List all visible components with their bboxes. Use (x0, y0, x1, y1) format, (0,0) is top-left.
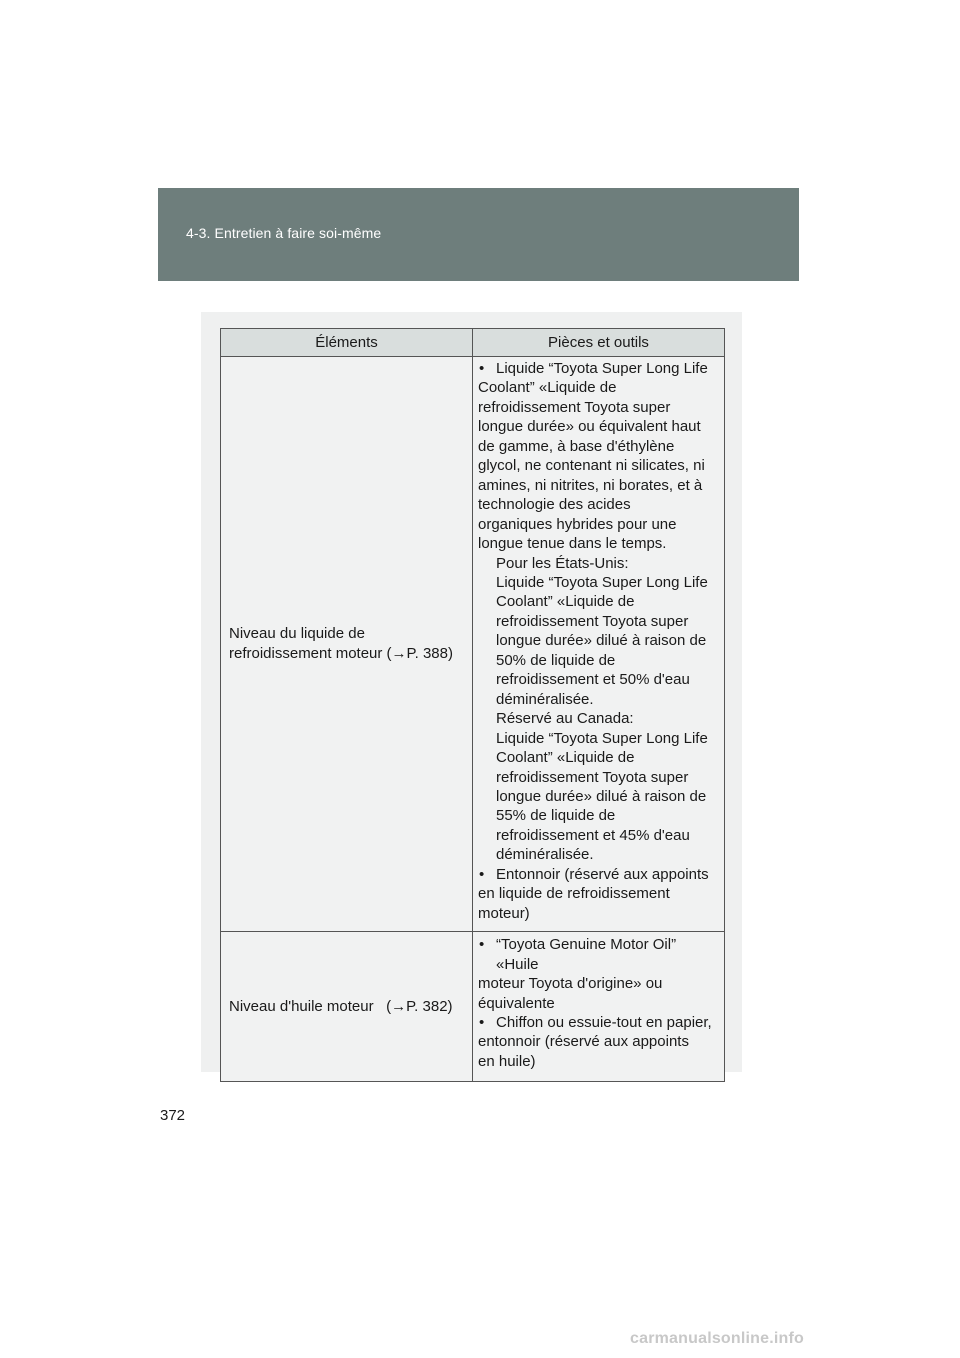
tool-note-canada (478, 709, 720, 865)
bullet-marker: • (479, 936, 485, 954)
tool-line: longue durée» dilué à raison de (496, 787, 707, 805)
tool-note-usa (478, 554, 720, 710)
tool-line: refroidissement et 45% d'eau (496, 826, 690, 844)
tool-line: Coolant” «Liquide de (496, 749, 635, 767)
tool-line: refroidissement Toyota super (496, 612, 689, 630)
tool-line: Réservé au Canada: (496, 710, 634, 728)
tool-line: Pour les États-Unis: (496, 554, 629, 572)
column-header-items: Éléments (221, 329, 473, 357)
table-row-engine-oil (221, 932, 725, 1082)
tool-line: Liquide “Toyota Super Long Life (496, 573, 708, 591)
tool-line: longue durée» ou équivalent haut (478, 418, 701, 436)
tool-line: Liquide “Toyota Super Long Life (496, 360, 708, 377)
tool-line: Entonnoir (réservé aux appoints (496, 865, 709, 883)
table-header-row (221, 329, 725, 357)
tool-line: Liquide “Toyota Super Long Life (496, 729, 708, 747)
tool-bullet-motor-oil (478, 935, 720, 1013)
item-line: refroidissement moteur (→P. 388) (229, 645, 453, 663)
column-header-parts-tools: Pièces et outils (473, 329, 725, 357)
tool-line: “Toyota Genuine Motor Oil” «Huile (496, 936, 677, 973)
tool-line: déminéralisée. (496, 846, 594, 864)
tool-line: de gamme, à base d'éthylène (478, 437, 675, 455)
bullet-marker: • (479, 1013, 485, 1031)
tool-bullet-funnel (478, 865, 720, 923)
page-number: 372 (160, 1107, 186, 1124)
tool-line: déminéralisée. (496, 690, 594, 708)
tool-bullet-coolant-fluid (478, 359, 720, 554)
tool-line: organiques hybrides pour une (478, 515, 677, 533)
tools-cell-engine-oil (473, 932, 725, 1082)
tool-line: moteur Toyota d'origine» ou (478, 975, 663, 993)
item-cell-coolant (221, 357, 473, 932)
tool-line: refroidissement Toyota super (496, 768, 689, 786)
table-row-coolant (221, 357, 725, 932)
tool-line: moteur) (478, 904, 530, 922)
tool-bullet-rag-funnel (478, 1013, 720, 1071)
tool-line: Coolant” «Liquide de (478, 379, 617, 397)
section-header-band (158, 188, 799, 281)
section-title: 4-3. Entretien à faire soi-même (186, 225, 382, 241)
item-line: Niveau du liquide de (229, 625, 365, 643)
bullet-marker: • (479, 865, 485, 883)
tool-line: Coolant” «Liquide de (496, 593, 635, 611)
tools-cell-coolant (473, 357, 725, 932)
item-cell-engine-oil (221, 932, 473, 1082)
tool-line: longue tenue dans le temps. (478, 535, 667, 553)
tool-line: glycol, ne contenant ni silicates, ni (478, 457, 705, 475)
tool-line: refroidissement Toyota super (478, 398, 671, 416)
item-line: Niveau d'huile moteur (→P. 382) (229, 997, 453, 1015)
parts-and-tools-table (220, 328, 725, 1082)
tool-line: entonnoir (réservé aux appoints (478, 1033, 689, 1051)
tool-line: Chiffon ou essuie-tout en papier, (496, 1013, 712, 1031)
tool-line: refroidissement et 50% d'eau (496, 671, 690, 689)
tool-line: 55% de liquide de (496, 807, 616, 825)
tool-line: équivalente (478, 994, 555, 1012)
tool-line: en huile) (478, 1052, 536, 1070)
tool-line: technologie des acides (478, 496, 631, 514)
tool-line: amines, ni nitrites, ni borates, et à (478, 476, 703, 494)
tool-line: longue durée» dilué à raison de (496, 632, 707, 650)
site-watermark: carmanualsonline.info (630, 1330, 805, 1347)
bullet-marker: • (479, 360, 485, 377)
tool-line: 50% de liquide de (496, 651, 616, 669)
maintenance-table-panel (201, 312, 742, 1072)
tool-line: en liquide de refroidissement (478, 885, 670, 903)
